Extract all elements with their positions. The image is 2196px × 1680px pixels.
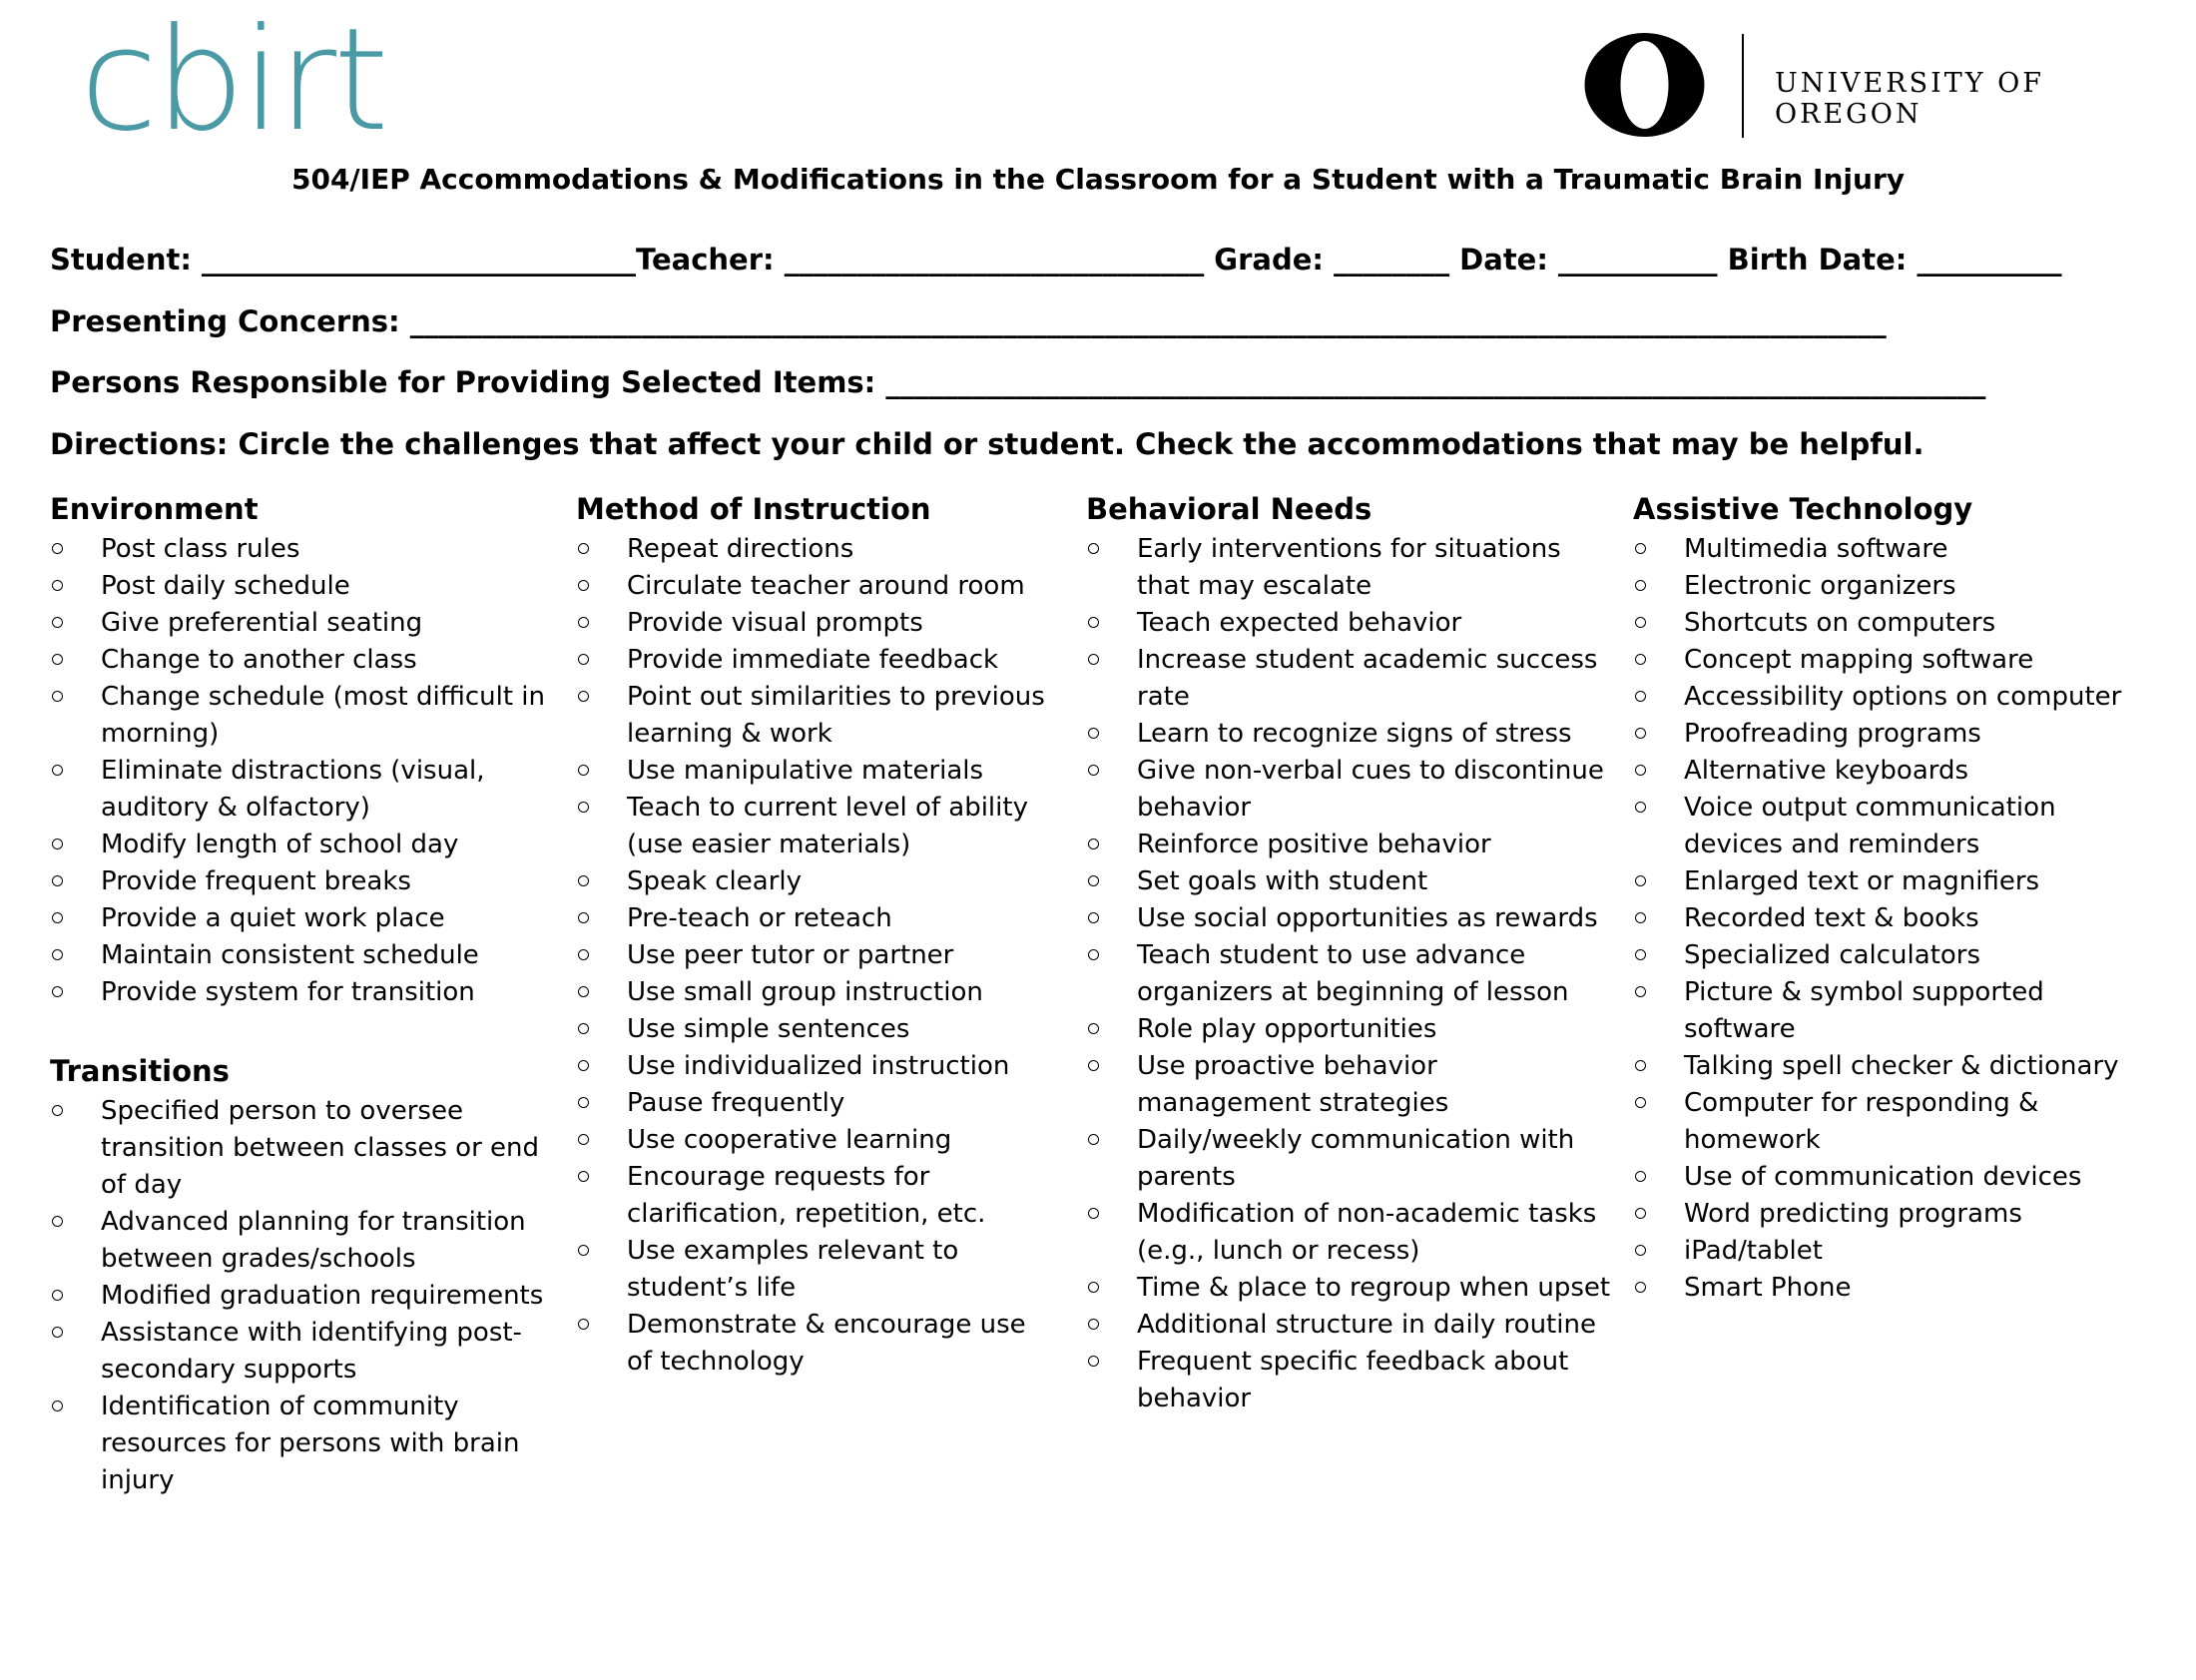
section-heading-behavioral: Behavioral Needs (1086, 492, 1372, 526)
circle-bullet-icon[interactable] (578, 949, 589, 960)
section-heading-transitions: Transitions (50, 1054, 230, 1088)
list-item (50, 568, 549, 605)
list-item-text: Electronic organizers (1684, 571, 1956, 601)
list-item-text: Teach expected behavior (1137, 608, 1462, 638)
circle-bullet-icon[interactable] (1088, 728, 1099, 739)
list-item-text: Computer for responding & homework (1684, 1088, 2039, 1155)
list-item-text: iPad/tablet (1684, 1236, 1823, 1266)
list-item-text: Provide immediate feedback (627, 645, 999, 675)
list-item (1086, 642, 1615, 716)
circle-bullet-icon[interactable] (52, 875, 63, 886)
circle-bullet-icon[interactable] (1088, 1282, 1099, 1293)
circle-bullet-icon[interactable] (1088, 617, 1099, 628)
list-item-text: Maintain consistent schedule (101, 940, 479, 970)
document-title: 504/IEP Accommodations & Modifications in the Classroom for a Student with a Traumatic Brain Injury (290, 163, 1905, 196)
list-item (576, 605, 1050, 642)
list-item-text: Concept mapping software (1684, 645, 2034, 675)
list-item (1633, 716, 2132, 753)
list-item (576, 1307, 1050, 1381)
circle-bullet-icon[interactable] (1635, 728, 1646, 739)
list-item (1086, 1270, 1615, 1307)
list-item-text: Time & place to regroup when upset (1137, 1273, 1611, 1303)
list-item (1086, 753, 1615, 827)
circle-bullet-icon[interactable] (52, 1105, 63, 1116)
list-item (1086, 1048, 1615, 1122)
list-item-text: Give non-verbal cues to discontinue behavior (1137, 756, 1604, 823)
list-item (576, 1122, 1050, 1159)
list-item-text: Use peer tutor or partner (627, 940, 954, 970)
list-item (1086, 827, 1615, 863)
circle-bullet-icon[interactable] (578, 802, 589, 813)
list-item (1086, 900, 1615, 937)
list-item (1086, 937, 1615, 1011)
list-item (1633, 937, 2132, 974)
circle-bullet-icon[interactable] (1635, 1282, 1646, 1293)
list-item-text: Modification of non-academic tasks (e.g., lunch or recess) (1137, 1199, 1597, 1266)
list-item (1633, 1085, 2132, 1159)
circle-bullet-icon[interactable] (578, 986, 589, 997)
list-item (50, 1204, 549, 1278)
list-item-text: Circulate teacher around room (627, 571, 1025, 601)
environment-list (50, 531, 549, 1011)
list-item-text: Frequent specific feedback about behavior (1137, 1347, 1569, 1413)
list-item-text: Point out similarities to previous learning & work (627, 682, 1045, 749)
list-item (576, 1011, 1050, 1048)
circle-bullet-icon[interactable] (578, 912, 589, 923)
method-list (576, 531, 1050, 1381)
list-item (1633, 1159, 2132, 1196)
list-item-text: Teach to current level of ability (use easier materials) (627, 793, 1028, 859)
list-item (50, 1278, 549, 1315)
list-item (1633, 1196, 2132, 1233)
circle-bullet-icon[interactable] (52, 1290, 63, 1301)
list-item (576, 679, 1050, 753)
list-item-text: Increase student academic success rate (1137, 645, 1598, 712)
list-item (50, 1315, 549, 1389)
list-item (50, 753, 549, 827)
list-item (576, 974, 1050, 1011)
list-item-text: Use social opportunities as rewards (1137, 903, 1598, 933)
circle-bullet-icon[interactable] (1088, 1023, 1099, 1034)
directions: Directions: Circle the challenges that affect your child or student. Check the accommodations that may be helpful. (50, 427, 1924, 461)
list-item-text: Identification of community resources for persons with brain injury (101, 1392, 520, 1495)
list-item (576, 531, 1050, 568)
circle-bullet-icon[interactable] (1635, 1171, 1646, 1182)
circle-bullet-icon[interactable] (1088, 1060, 1099, 1071)
circle-bullet-icon[interactable] (1635, 875, 1646, 886)
list-item (50, 827, 549, 863)
list-item-text: Use manipulative materials (627, 756, 984, 786)
list-item (576, 1085, 1050, 1122)
assistive-list (1633, 531, 2132, 1307)
student-info-line: Student: ______________________________Teacher: _____________________________ Grade: ________ Date: ___________ Birth Date: __________ (50, 243, 2062, 277)
list-item-text: Alternative keyboards (1684, 756, 1969, 786)
list-item-text: Specialized calculators (1684, 940, 1981, 970)
circle-bullet-icon[interactable] (1088, 875, 1099, 886)
circle-bullet-icon[interactable] (52, 986, 63, 997)
list-item-text: Modified graduation requirements (101, 1281, 544, 1311)
list-item (1633, 642, 2132, 679)
list-item-text: Additional structure in daily routine (1137, 1310, 1596, 1340)
list-item (1086, 1344, 1615, 1417)
circle-bullet-icon[interactable] (1088, 1356, 1099, 1367)
list-item-text: Give preferential seating (101, 608, 423, 638)
presenting-concerns-line: Presenting Concerns: ______________________________________________________________________________________________________ (50, 304, 1887, 338)
circle-bullet-icon[interactable] (578, 543, 589, 554)
list-item-text: Use of communication devices (1684, 1162, 2082, 1192)
list-item-text: Provide a quiet work place (101, 903, 445, 933)
list-item-text: Use simple sentences (627, 1014, 910, 1044)
uo-o-logo (1582, 30, 1707, 140)
circle-bullet-icon[interactable] (578, 1060, 589, 1071)
list-item (1633, 900, 2132, 937)
list-item (1086, 1307, 1615, 1344)
list-item-text: Role play opportunities (1137, 1014, 1437, 1044)
circle-bullet-icon[interactable] (52, 1216, 63, 1227)
circle-bullet-icon[interactable] (1635, 1245, 1646, 1256)
circle-bullet-icon[interactable] (1088, 543, 1099, 554)
list-item-text: Accessibility options on computer (1684, 682, 2122, 712)
list-item (576, 568, 1050, 605)
list-item (576, 642, 1050, 679)
circle-bullet-icon[interactable] (578, 691, 589, 702)
circle-bullet-icon[interactable] (1088, 912, 1099, 923)
transitions-list (50, 1093, 549, 1499)
circle-bullet-icon[interactable] (1635, 1097, 1646, 1108)
circle-bullet-icon[interactable] (52, 691, 63, 702)
column-behavioral-needs (1086, 487, 1615, 1417)
list-item (576, 790, 1050, 863)
column-assistive-technology (1633, 487, 2132, 1307)
circle-bullet-icon[interactable] (1635, 1208, 1646, 1219)
list-item (50, 900, 549, 937)
list-item-text: Change schedule (most difficult in morning) (101, 682, 545, 749)
circle-bullet-icon[interactable] (1088, 765, 1099, 776)
circle-bullet-icon[interactable] (52, 580, 63, 591)
list-item-text: Set goals with student (1137, 866, 1428, 896)
list-item (1633, 605, 2132, 642)
circle-bullet-icon[interactable] (578, 765, 589, 776)
list-item-text: Eliminate distractions (visual, auditory & olfactory) (101, 756, 485, 823)
circle-bullet-icon[interactable] (578, 654, 589, 665)
list-item (1633, 790, 2132, 863)
list-item-text: Proofreading programs (1684, 719, 1981, 749)
list-item-text: Post class rules (101, 534, 300, 564)
list-item (50, 863, 549, 900)
list-item (1633, 863, 2132, 900)
list-item-text: Shortcuts on computers (1684, 608, 1996, 638)
circle-bullet-icon[interactable] (578, 580, 589, 591)
university-name: UNIVERSITY OF OREGON (1775, 68, 2045, 130)
list-item-text: Assistance with identifying post-secondary supports (101, 1318, 522, 1385)
circle-bullet-icon[interactable] (578, 1319, 589, 1330)
circle-bullet-icon[interactable] (52, 1327, 63, 1338)
circle-bullet-icon[interactable] (1088, 839, 1099, 849)
list-item (576, 863, 1050, 900)
list-item-text: Demonstrate & encourage use of technology (627, 1310, 1026, 1377)
circle-bullet-icon[interactable] (1088, 1134, 1099, 1145)
circle-bullet-icon[interactable] (52, 912, 63, 923)
behavioral-list (1086, 531, 1615, 1417)
circle-bullet-icon[interactable] (1635, 949, 1646, 960)
list-item (50, 937, 549, 974)
circle-bullet-icon[interactable] (52, 1400, 63, 1411)
list-item (1086, 1196, 1615, 1270)
circle-bullet-icon[interactable] (578, 1097, 589, 1108)
list-item-text: Speak clearly (627, 866, 803, 896)
list-item (50, 642, 549, 679)
circle-bullet-icon[interactable] (52, 617, 63, 628)
list-item (576, 900, 1050, 937)
list-item (1086, 716, 1615, 753)
list-item-text: Pause frequently (627, 1088, 845, 1118)
list-item (576, 1159, 1050, 1233)
list-item (1633, 531, 2132, 568)
section-heading-environment: Environment (50, 492, 259, 526)
list-item-text: Use proactive behavior management strategies (1137, 1051, 1449, 1118)
logo-divider (1742, 34, 1744, 138)
list-item-text: Provide frequent breaks (101, 866, 411, 896)
circle-bullet-icon[interactable] (1635, 691, 1646, 702)
list-item-text: Use examples relevant to student’s life (627, 1236, 959, 1303)
list-item-text: Encourage requests for clarification, repetition, etc. (627, 1162, 986, 1229)
circle-bullet-icon[interactable] (1088, 654, 1099, 665)
list-item (1086, 531, 1615, 605)
list-item (576, 1048, 1050, 1085)
list-item-text: Early interventions for situations that may escalate (1137, 534, 1561, 601)
list-item-text: Picture & symbol supported software (1684, 977, 2044, 1044)
list-item (1086, 1011, 1615, 1048)
list-item-text: Daily/weekly communication with parents (1137, 1125, 1575, 1192)
list-item (1633, 679, 2132, 716)
circle-bullet-icon[interactable] (578, 1134, 589, 1145)
list-item-text: Pre-teach or reteach (627, 903, 892, 933)
circle-bullet-icon[interactable] (1635, 543, 1646, 554)
circle-bullet-icon[interactable] (1088, 1319, 1099, 1330)
list-item-text: Learn to recognize signs of stress (1137, 719, 1572, 749)
circle-bullet-icon[interactable] (578, 1023, 589, 1034)
list-item-text: Post daily schedule (101, 571, 350, 601)
list-item (1633, 1233, 2132, 1270)
list-item (1086, 605, 1615, 642)
list-item (1633, 1270, 2132, 1307)
circle-bullet-icon[interactable] (52, 654, 63, 665)
circle-bullet-icon[interactable] (578, 617, 589, 628)
list-item-text: Use small group instruction (627, 977, 983, 1007)
list-item-text: Repeat directions (627, 534, 854, 564)
list-item-text: Use individualized instruction (627, 1051, 1010, 1081)
circle-bullet-icon[interactable] (52, 949, 63, 960)
circle-bullet-icon[interactable] (578, 1171, 589, 1182)
list-item-text: Advanced planning for transition between grades/schools (101, 1207, 526, 1274)
list-item-text: Use cooperative learning (627, 1125, 952, 1155)
list-item-text: Provide system for transition (101, 977, 475, 1007)
list-item-text: Change to another class (101, 645, 417, 675)
list-item-text: Recorded text & books (1684, 903, 1979, 933)
circle-bullet-icon[interactable] (1635, 617, 1646, 628)
list-item (50, 531, 549, 568)
list-item-text: Specified person to oversee transition between classes or end of day (101, 1096, 540, 1200)
circle-bullet-icon[interactable] (1635, 654, 1646, 665)
list-item (1086, 1122, 1615, 1196)
column-method-of-instruction (576, 487, 1050, 1381)
list-item (576, 753, 1050, 790)
column-environment-transitions (50, 487, 549, 1499)
list-item (576, 1233, 1050, 1307)
list-item (1086, 863, 1615, 900)
circle-bullet-icon[interactable] (52, 839, 63, 849)
list-item-text: Teach student to use advance organizers at beginning of lesson (1137, 940, 1569, 1007)
section-heading-method: Method of Instruction (576, 492, 931, 526)
circle-bullet-icon[interactable] (1635, 1060, 1646, 1071)
section-heading-assistive: Assistive Technology (1633, 492, 1973, 526)
list-item (1633, 568, 2132, 605)
list-item-text: Smart Phone (1684, 1273, 1852, 1303)
list-item (1633, 974, 2132, 1048)
persons-responsible-line: Persons Responsible for Providing Selected Items: ____________________________________________________________________________ (50, 365, 1986, 399)
list-item-text: Word predicting programs (1684, 1199, 2022, 1229)
list-item (1633, 1048, 2132, 1085)
circle-bullet-icon[interactable] (1635, 580, 1646, 591)
circle-bullet-icon[interactable] (578, 875, 589, 886)
circle-bullet-icon[interactable] (1088, 1208, 1099, 1219)
list-item (50, 1389, 549, 1499)
circle-bullet-icon[interactable] (1635, 912, 1646, 923)
list-item-text: Provide visual prompts (627, 608, 923, 638)
circle-bullet-icon[interactable] (52, 765, 63, 776)
list-item (576, 937, 1050, 974)
list-item-text: Enlarged text or magnifiers (1684, 866, 2040, 896)
list-item-text: Modify length of school day (101, 830, 459, 859)
circle-bullet-icon[interactable] (1635, 986, 1646, 997)
list-item-text: Voice output communication devices and reminders (1684, 793, 2056, 859)
list-item (50, 679, 549, 753)
circle-bullet-icon[interactable] (578, 1245, 589, 1256)
list-item (50, 1093, 549, 1204)
list-item (1633, 753, 2132, 790)
list-item (50, 605, 549, 642)
circle-bullet-icon[interactable] (1635, 765, 1646, 776)
list-item-text: Multimedia software (1684, 534, 1948, 564)
list-item-text: Talking spell checker & dictionary (1684, 1051, 2119, 1081)
cbirt-logo: cbirt (80, 0, 386, 163)
list-item (50, 974, 549, 1011)
circle-bullet-icon[interactable] (52, 543, 63, 554)
circle-bullet-icon[interactable] (1635, 802, 1646, 813)
list-item-text: Reinforce positive behavior (1137, 830, 1491, 859)
circle-bullet-icon[interactable] (1088, 949, 1099, 960)
